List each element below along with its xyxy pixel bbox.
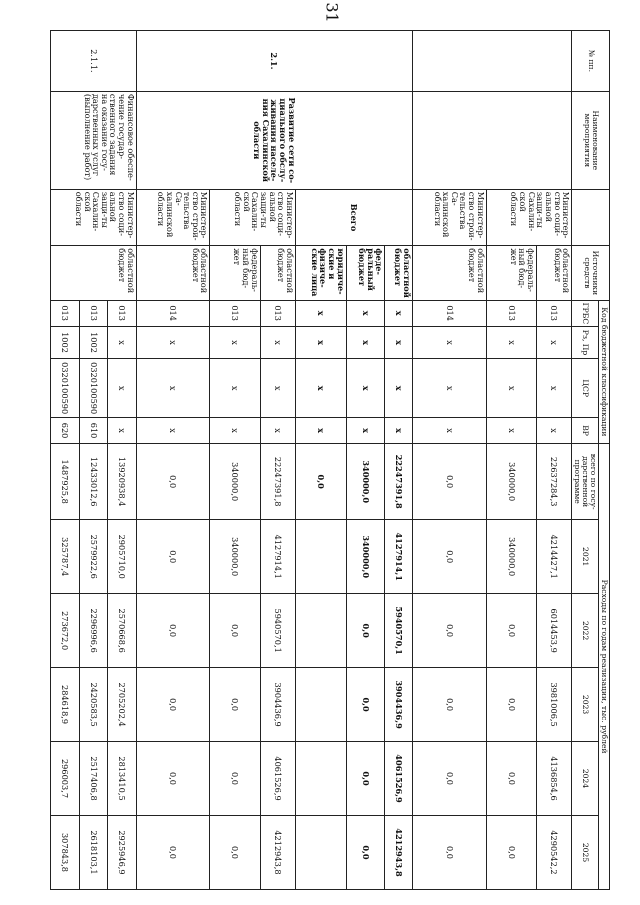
cell-grbs: 014 [412, 300, 486, 326]
header-year-2025: 2025 [572, 815, 599, 889]
cell-executor: Министер-ство соци-альной защи-ты Сахалин-ской области [51, 189, 137, 246]
header-csr: ЦСР [572, 359, 599, 418]
header-vr: ВР [572, 418, 599, 444]
cell-2023: 0,0 [136, 668, 210, 742]
cell-source: федераль-ный бюд-жет [486, 246, 536, 300]
cell-csr: х [136, 359, 210, 418]
cell-total: 0,0 [295, 444, 346, 520]
cell-2024: 4061526,9 [385, 742, 412, 816]
cell-2023: 284618,9 [51, 668, 80, 742]
cell-source: областной бюджет [260, 246, 295, 300]
cell-csr: х [385, 359, 412, 418]
cell-2025: 0,0 [412, 815, 486, 889]
table-row [536, 31, 571, 890]
cell-rzpr: 1002 [51, 326, 80, 359]
cell-2022: 0,0 [486, 594, 536, 668]
table-row [385, 31, 412, 890]
cell-grbs: 014 [136, 300, 210, 326]
cell-total: 22247391,8 [385, 444, 412, 520]
cell-csr: х [210, 359, 260, 418]
cell-name [412, 91, 571, 189]
cell-csr: х [260, 359, 295, 418]
cell-2025: 2618103,1 [79, 815, 107, 889]
cell-csr: х [536, 359, 571, 418]
cell-rzpr: х [260, 326, 295, 359]
cell-total: 340000,0 [210, 444, 260, 520]
cell-vr: х [108, 418, 136, 444]
cell-2022: 0,0 [210, 594, 260, 668]
cell-2023 [295, 668, 346, 742]
cell-csr: х [486, 359, 536, 418]
header-rzpr: Рз, Пр [572, 326, 599, 359]
cell-vr: х [346, 418, 385, 444]
cell-total: 1487925,8 [51, 444, 80, 520]
cell-csr: х [346, 359, 385, 418]
cell-2025: 4290542,2 [536, 815, 571, 889]
cell-2021: 340000,0 [210, 520, 260, 594]
cell-total: 0,0 [412, 444, 486, 520]
cell-2023: 3904436,9 [260, 668, 295, 742]
cell-2023: 0,0 [486, 668, 536, 742]
cell-source: областной бюджет [412, 246, 486, 300]
cell-vr: х [385, 418, 412, 444]
cell-2021: 340000,0 [346, 520, 385, 594]
cell-grbs: х [346, 300, 385, 326]
cell-2022: 0,0 [412, 594, 486, 668]
cell-2023: 3904436,9 [385, 668, 412, 742]
cell-2025 [295, 815, 346, 889]
cell-2021: 0,0 [136, 520, 210, 594]
cell-vr: х [536, 418, 571, 444]
cell-total: 340000,0 [346, 444, 385, 520]
budget-table [50, 30, 610, 890]
cell-grbs: 013 [486, 300, 536, 326]
cell-2021: 2905710,0 [108, 520, 136, 594]
cell-2023: 3981006,5 [536, 668, 571, 742]
cell-source: федераль-ный бюд-жет [210, 246, 260, 300]
header-source: Источники средств [572, 246, 610, 300]
cell-source: областной бюджет [536, 246, 571, 300]
header-expenses: Расходы по годам реализации, тыс. рублей [599, 444, 610, 890]
cell-2024: 296003,7 [51, 742, 80, 816]
cell-2024: 0,0 [486, 742, 536, 816]
cell-2022: 5940570,1 [260, 594, 295, 668]
cell-source: областной бюджет [51, 246, 137, 300]
header-year-2023: 2023 [572, 668, 599, 742]
cell-total: 22637284,3 [536, 444, 571, 520]
cell-executor: Министер-ство строи-тельства Са-халинской области [136, 189, 210, 246]
cell-grbs: х [295, 300, 346, 326]
cell-executor: Министер-ство строи-тельства Са-халинской области [412, 189, 486, 246]
cell-grbs: 013 [210, 300, 260, 326]
cell-source: юридиче-ские и физиче-ские лица [295, 246, 346, 300]
cell-2021 [295, 520, 346, 594]
cell-executor: Министер-ство соци-альной защи-ты Сахалин-ской области [486, 189, 571, 246]
header-grbs: ГРБС [572, 300, 599, 326]
cell-csr: 0320100590 [51, 359, 80, 418]
cell-grbs: х [385, 300, 412, 326]
cell-no [412, 31, 571, 92]
cell-csr: х [295, 359, 346, 418]
cell-vr: х [486, 418, 536, 444]
cell-total: 13920938,4 [108, 444, 136, 520]
cell-source: областной бюджет [136, 246, 210, 300]
header-no: № пп. [572, 31, 610, 92]
header-total: всего по госу-дарственной программе [572, 444, 599, 520]
cell-2025: 2925946,9 [108, 815, 136, 889]
cell-2023: 2705202,4 [108, 668, 136, 742]
cell-2021: 2579922,6 [79, 520, 107, 594]
cell-name: Развитие сети со-циального обслу-живания населе-ния Сахалинской области [136, 91, 412, 189]
cell-2024: 4061526,9 [260, 742, 295, 816]
cell-total-label: Всего [295, 189, 412, 246]
cell-2025: 4212943,8 [260, 815, 295, 889]
cell-2023: 2420583,5 [79, 668, 107, 742]
cell-vr: х [210, 418, 260, 444]
cell-source: областной бюджет [385, 246, 412, 300]
cell-2024: 0,0 [210, 742, 260, 816]
cell-no: 2.1. [136, 31, 412, 92]
cell-2025: 0,0 [346, 815, 385, 889]
header-year-2024: 2024 [572, 742, 599, 816]
cell-vr: х [412, 418, 486, 444]
cell-2025: 0,0 [210, 815, 260, 889]
cell-2022: 0,0 [346, 594, 385, 668]
cell-2024: 2517406,8 [79, 742, 107, 816]
cell-2024: 0,0 [412, 742, 486, 816]
cell-rzpr: х [346, 326, 385, 359]
cell-vr: х [136, 418, 210, 444]
cell-no: 2.1.1. [51, 31, 137, 92]
cell-rzpr: х [486, 326, 536, 359]
cell-grbs: 013 [108, 300, 136, 326]
cell-total: 0,0 [136, 444, 210, 520]
cell-2022: 6014453,9 [536, 594, 571, 668]
cell-2025: 0,0 [136, 815, 210, 889]
cell-total: 340000,0 [486, 444, 536, 520]
cell-2024: 2813410,5 [108, 742, 136, 816]
page-number: 31 [322, 2, 342, 23]
cell-2024: 0,0 [346, 742, 385, 816]
cell-2025: 307843,8 [51, 815, 80, 889]
table-row [108, 31, 136, 890]
cell-2021: 0,0 [412, 520, 486, 594]
cell-2022: 0,0 [136, 594, 210, 668]
header-budget-class: Код бюджетной классификации [599, 300, 610, 444]
cell-source: феде-ральный бюджет [346, 246, 385, 300]
cell-csr: 0320100590 [79, 359, 107, 418]
cell-2021: 4127914,1 [260, 520, 295, 594]
cell-vr: х [295, 418, 346, 444]
cell-grbs: 013 [51, 300, 80, 326]
cell-rzpr: х [536, 326, 571, 359]
cell-2024 [295, 742, 346, 816]
cell-2025: 4212943,8 [385, 815, 412, 889]
cell-2021: 4214427,1 [536, 520, 571, 594]
header-name: Наименование мероприятия [572, 91, 610, 189]
cell-vr: 620 [51, 418, 80, 444]
cell-2021: 340000,0 [486, 520, 536, 594]
cell-2024: 4136854,6 [536, 742, 571, 816]
cell-total: 12433012,6 [79, 444, 107, 520]
cell-grbs: 013 [79, 300, 107, 326]
cell-rzpr: 1002 [79, 326, 107, 359]
cell-2022: 2296996,6 [79, 594, 107, 668]
cell-2022: 5940570,1 [385, 594, 412, 668]
cell-rzpr: х [108, 326, 136, 359]
cell-total: 22247391,8 [260, 444, 295, 520]
cell-2023: 0,0 [346, 668, 385, 742]
cell-rzpr: х [412, 326, 486, 359]
cell-executor: Министер-ство соци-альной защи-ты Сахалин-ской области [210, 189, 295, 246]
cell-csr: х [108, 359, 136, 418]
cell-vr: 610 [79, 418, 107, 444]
cell-csr: х [412, 359, 486, 418]
cell-2023: 0,0 [412, 668, 486, 742]
cell-2025: 0,0 [486, 815, 536, 889]
cell-rzpr: х [385, 326, 412, 359]
header-year-2022: 2022 [572, 594, 599, 668]
cell-2022: 273672,0 [51, 594, 80, 668]
cell-grbs: 013 [536, 300, 571, 326]
cell-2021: 325787,4 [51, 520, 80, 594]
cell-name: Финансовое обеспе-чение государ-ственного задания на оказание госу-дарственных услуг (выполнение работ) [51, 91, 137, 189]
cell-2022: 2570668,6 [108, 594, 136, 668]
header-year-2021: 2021 [572, 520, 599, 594]
cell-rzpr: х [210, 326, 260, 359]
cell-vr: х [260, 418, 295, 444]
cell-rzpr: х [295, 326, 346, 359]
header-executor [572, 189, 610, 246]
cell-2022 [295, 594, 346, 668]
cell-2024: 0,0 [136, 742, 210, 816]
cell-grbs: 013 [260, 300, 295, 326]
cell-2023: 0,0 [210, 668, 260, 742]
cell-rzpr: х [136, 326, 210, 359]
cell-2021: 4127914,1 [385, 520, 412, 594]
